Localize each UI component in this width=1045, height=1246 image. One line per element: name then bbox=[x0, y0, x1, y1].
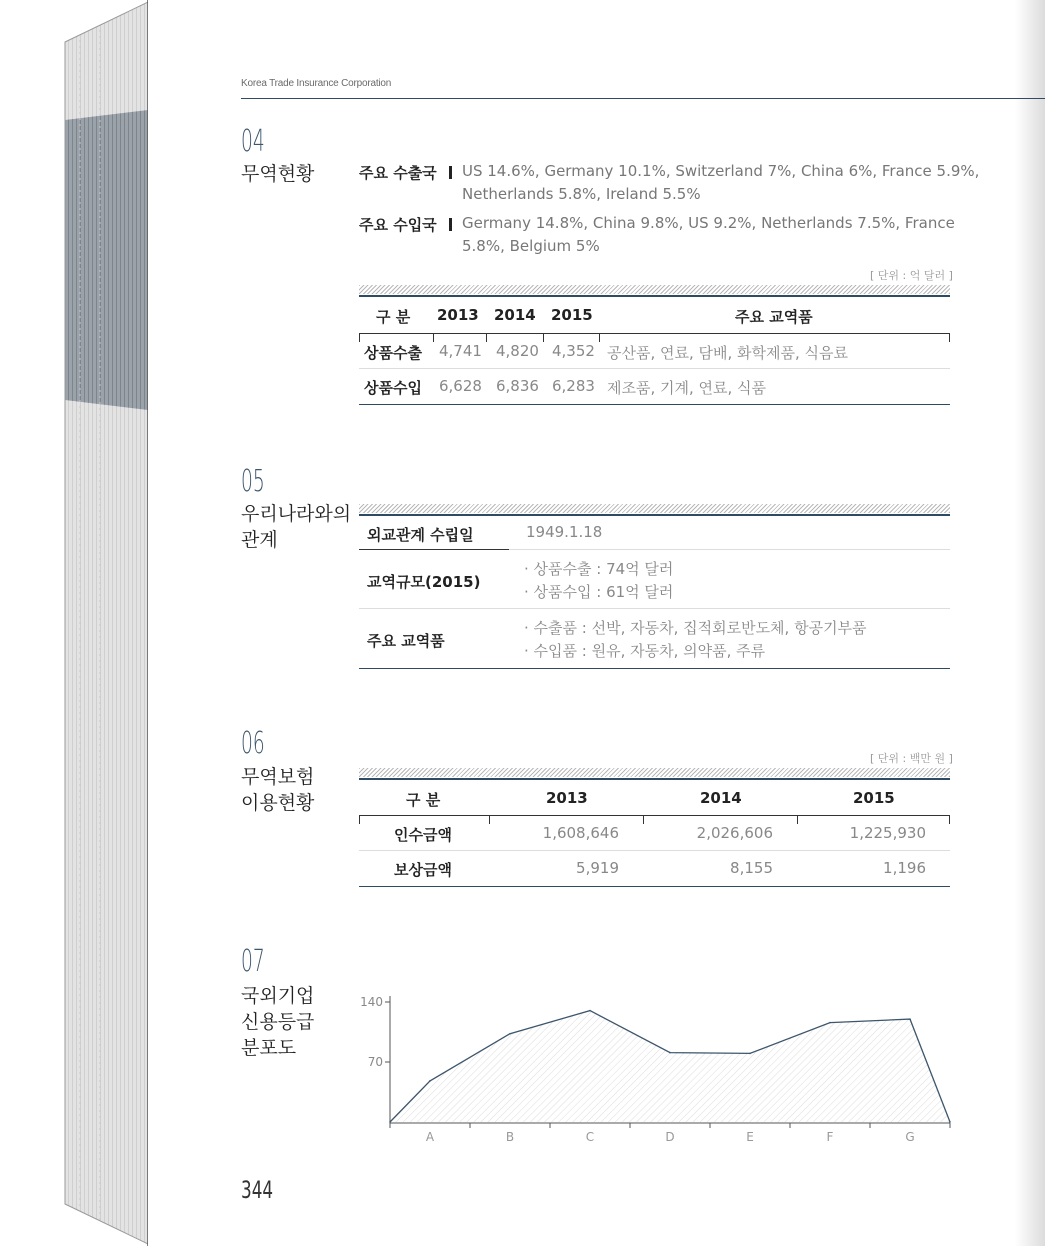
table-cell: 1,225,930 bbox=[849, 824, 926, 842]
x-tick-label: C bbox=[585, 1130, 595, 1144]
column-tick bbox=[949, 333, 950, 342]
table-cell: 공산품, 연료, 담배, 화학제품, 식음료 bbox=[607, 344, 849, 362]
x-tick-label: F bbox=[826, 1130, 834, 1144]
table-cell: · 상품수출 : 74억 달러 · 상품수입 : 61억 달러 bbox=[524, 560, 674, 601]
import-bullet-bar bbox=[449, 218, 452, 231]
section-07-number: 07 bbox=[241, 944, 265, 979]
insurance-table-unit: [ 단위 : 백만 원 ] bbox=[870, 752, 953, 765]
table-header: 구 분 bbox=[376, 308, 411, 326]
table-header-rule bbox=[359, 333, 950, 334]
column-tick bbox=[543, 333, 544, 342]
section-04-title: 무역현황 bbox=[241, 163, 315, 185]
row-label: 외교관계 수립일 bbox=[367, 526, 474, 544]
row-label: 인수금액 bbox=[394, 826, 452, 844]
export-bullet-bar bbox=[449, 166, 452, 179]
table-hatch-band bbox=[359, 285, 950, 294]
table-cell: 6,836 bbox=[496, 377, 539, 395]
table-header: 2013 bbox=[546, 789, 588, 807]
table-cell: 4,741 bbox=[439, 342, 482, 360]
data-point bbox=[589, 1010, 591, 1012]
data-point bbox=[429, 1080, 431, 1082]
column-tick bbox=[643, 815, 644, 824]
column-tick bbox=[797, 815, 798, 824]
table-hatch-band bbox=[359, 768, 950, 777]
table-cell: 1,608,646 bbox=[542, 824, 619, 842]
table-bottom-rule bbox=[359, 404, 950, 405]
column-tick bbox=[359, 815, 360, 824]
table-header: 2015 bbox=[853, 789, 895, 807]
y-tick-label: 140 bbox=[360, 995, 383, 1009]
main-import-countries: Germany 14.8%, China 9.8%, US 9.2%, Netherlands 7.5%, France 5.8%, Belgium 5% bbox=[462, 214, 955, 255]
table-cell: 6,628 bbox=[439, 377, 482, 395]
main-export-countries: US 14.6%, Germany 10.1%, Switzerland 7%, China 6%, France 5.9%, Netherlands 5.8%, Ireland 5.5% bbox=[462, 162, 980, 203]
table-cell: 1,196 bbox=[883, 859, 926, 877]
section-06-number: 06 bbox=[241, 726, 265, 761]
row-divider bbox=[359, 850, 950, 851]
row-label: 상품수입 bbox=[364, 379, 422, 397]
table-top-rule bbox=[359, 514, 950, 516]
row-divider bbox=[509, 549, 950, 550]
table-cell: 제조품, 기계, 연료, 식품 bbox=[607, 379, 767, 397]
column-tick bbox=[949, 815, 950, 824]
table-hatch-band bbox=[359, 504, 950, 513]
row-label: 상품수출 bbox=[364, 344, 422, 362]
table-cell: 4,352 bbox=[552, 342, 595, 360]
table-header: 2014 bbox=[494, 306, 536, 324]
row-divider bbox=[359, 368, 950, 369]
main-import-label: 주요 수입국 bbox=[359, 216, 437, 234]
table-header: 2014 bbox=[700, 789, 742, 807]
y-tick-label: 70 bbox=[367, 1055, 383, 1069]
data-point bbox=[749, 1053, 751, 1055]
data-point bbox=[509, 1033, 511, 1035]
book-spine-edge bbox=[0, 0, 150, 1246]
data-point bbox=[829, 1022, 831, 1024]
table-header-rule bbox=[359, 815, 950, 816]
table-header: 주요 교역품 bbox=[735, 308, 813, 326]
column-tick bbox=[599, 333, 600, 342]
section-05-number: 05 bbox=[241, 464, 265, 499]
main-export-label: 주요 수출국 bbox=[359, 164, 437, 182]
table-bottom-rule bbox=[359, 668, 950, 669]
table-bottom-rule bbox=[359, 886, 950, 887]
table-cell: 6,283 bbox=[552, 377, 595, 395]
area-fill bbox=[390, 1011, 950, 1122]
column-tick bbox=[489, 815, 490, 824]
table-cell: 5,919 bbox=[576, 859, 619, 877]
table-cell: 4,820 bbox=[496, 342, 539, 360]
x-tick-label: G bbox=[905, 1130, 915, 1144]
x-tick-label: D bbox=[665, 1130, 675, 1144]
table-cell: 2,026,606 bbox=[696, 824, 773, 842]
table-header: 구 분 bbox=[406, 791, 441, 809]
section-05-title: 우리나라와의 관계 bbox=[241, 503, 352, 551]
row-divider-strong bbox=[359, 549, 509, 550]
table-header: 2013 bbox=[437, 306, 479, 324]
row-label: 보상금액 bbox=[394, 861, 452, 879]
x-tick-label: B bbox=[505, 1130, 515, 1144]
section-07-title: 국외기업 신용등급 분포도 bbox=[241, 985, 315, 1059]
table-cell: 8,155 bbox=[730, 859, 773, 877]
table-header: 2015 bbox=[551, 306, 593, 324]
row-label: 교역규모(2015) bbox=[367, 573, 481, 591]
data-point bbox=[669, 1052, 671, 1054]
running-header: Korea Trade Insurance Corporation bbox=[241, 78, 392, 89]
credit-rating-distribution-chart bbox=[358, 990, 958, 1150]
table-top-rule bbox=[359, 295, 950, 297]
x-tick-label: A bbox=[425, 1130, 435, 1144]
section-06-title: 무역보험 이용현황 bbox=[241, 766, 315, 814]
column-tick bbox=[433, 333, 434, 342]
data-point bbox=[389, 1121, 391, 1123]
column-tick bbox=[486, 333, 487, 342]
header-rule bbox=[241, 98, 1045, 99]
row-label: 주요 교역품 bbox=[367, 632, 445, 650]
table-cell: 1949.1.18 bbox=[526, 523, 603, 541]
data-point bbox=[909, 1018, 911, 1020]
data-point bbox=[949, 1121, 951, 1123]
row-divider bbox=[359, 608, 950, 609]
page-gutter-shadow bbox=[1015, 0, 1045, 1246]
trade-table-unit: [ 단위 : 억 달러 ] bbox=[870, 269, 953, 282]
column-tick bbox=[359, 333, 360, 342]
section-04-number: 04 bbox=[241, 124, 265, 159]
table-top-rule bbox=[359, 778, 950, 780]
page-number: 344 bbox=[241, 1176, 274, 1204]
x-tick-label: E bbox=[746, 1130, 754, 1144]
table-cell: · 수출품 : 선박, 자동차, 집적회로반도체, 항공기부품 · 수입품 : 원유, 자동차, 의약품, 주류 bbox=[524, 619, 867, 660]
